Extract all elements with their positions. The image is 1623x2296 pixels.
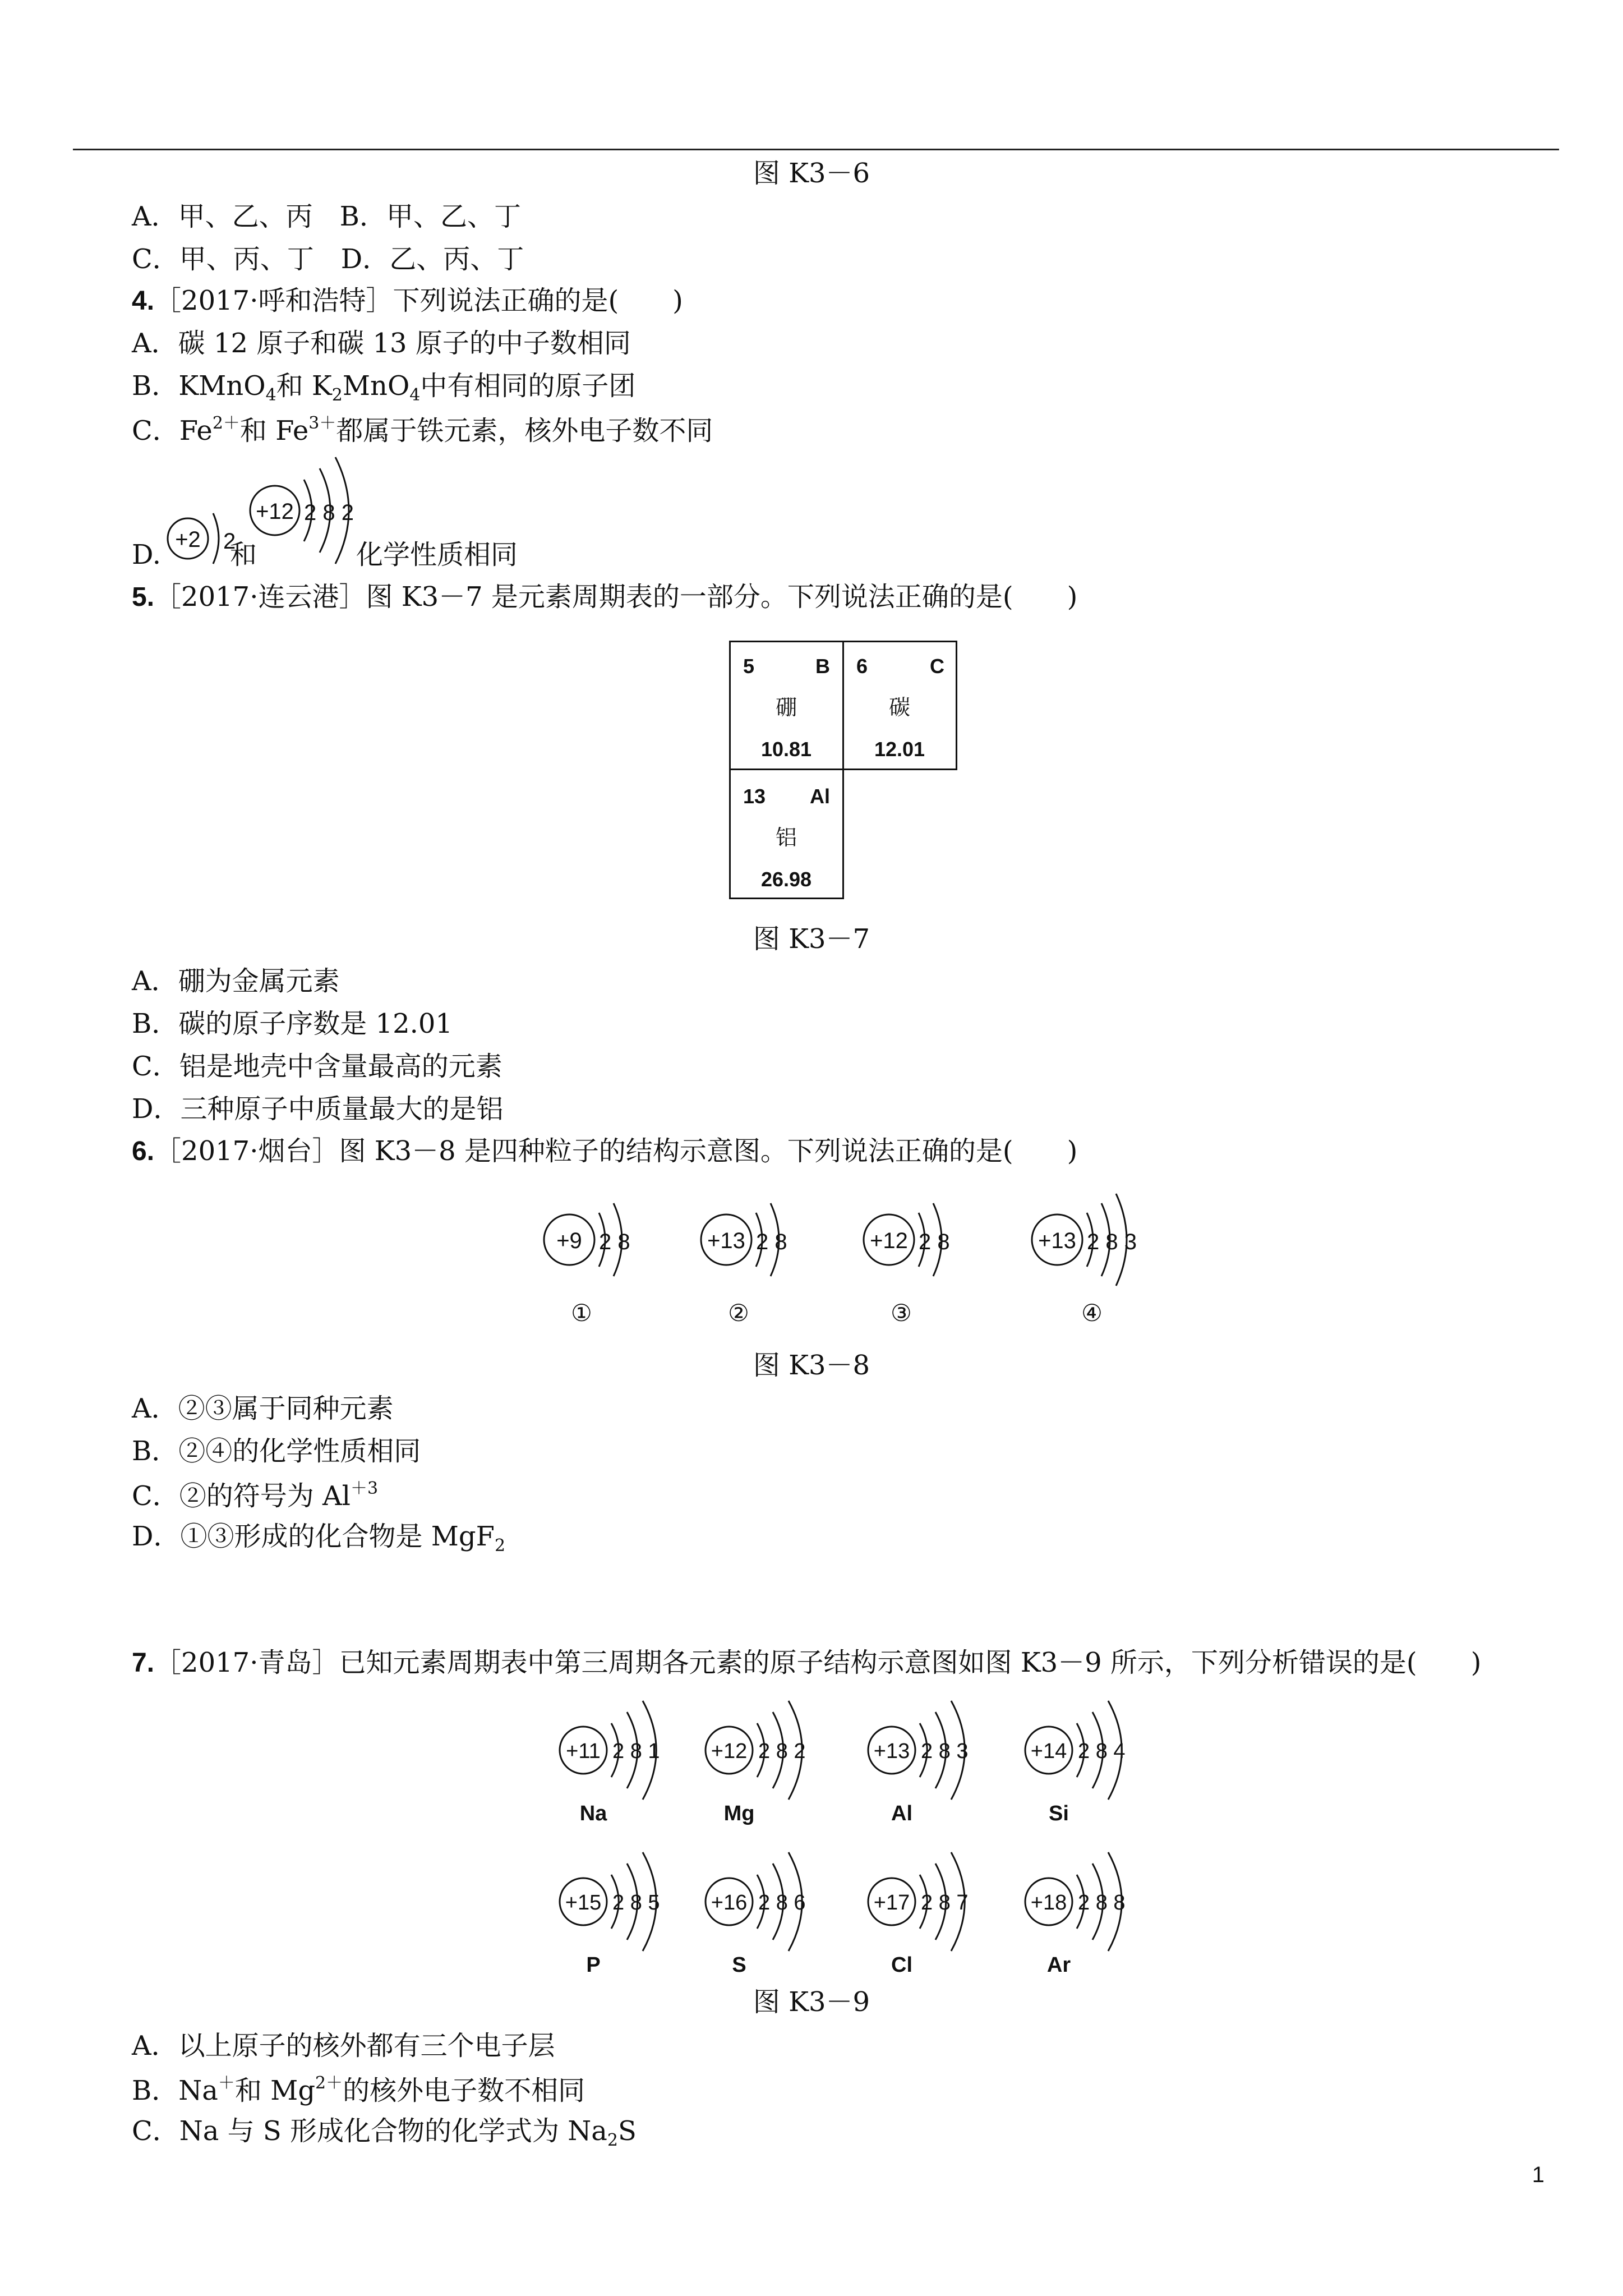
particle-4-diagram — [1032, 1194, 1137, 1326]
particle-2-diagram — [701, 1203, 787, 1326]
particle-2-shells: 2 8 — [756, 1230, 787, 1254]
atom-diagram-al — [868, 1701, 969, 1825]
q6-option-c — [132, 1480, 378, 1510]
periodic-table-fragment — [729, 641, 958, 900]
element-symbol: Si — [1049, 1802, 1069, 1825]
q4-number: 4. — [132, 286, 155, 316]
q5-option-b: B．碳的原子序数是 12.01 — [132, 1008, 453, 1039]
q4-stem — [132, 287, 683, 315]
q7-number: 7. — [132, 1648, 155, 1678]
element-cell-aluminum — [743, 785, 830, 891]
particle-4-nucleus: +13 — [1038, 1228, 1076, 1253]
magnesium-shell-electrons: 2 8 2 — [304, 500, 354, 525]
element-symbol: Ar — [1046, 1953, 1071, 1975]
aluminum-atomic-mass: 26.98 — [760, 868, 812, 891]
q7-b-text-3: 的核外电子数不相同 — [343, 2075, 585, 2106]
atom-diagram-s — [706, 1852, 806, 1975]
shell-electrons: 2 8 1 — [612, 1740, 660, 1763]
nucleus-label: +13 — [873, 1740, 910, 1763]
shell-electrons: 2 8 6 — [758, 1891, 806, 1915]
q7-b-sup-1: ＋ — [218, 2073, 235, 2093]
atom-diagram-na — [560, 1701, 660, 1825]
q6-d-text: D．①③形成的化合物是 MgF — [132, 1521, 495, 1552]
q6-number: 6. — [132, 1137, 155, 1166]
q4-c-sup-2: 3＋ — [308, 413, 336, 433]
q4-option-b — [132, 372, 635, 404]
q7-option-b — [132, 2075, 585, 2104]
nucleus-label: +16 — [711, 1891, 748, 1915]
particle-1-diagram — [544, 1203, 630, 1326]
element-symbol: Al — [891, 1802, 912, 1825]
shell-electrons: 2 8 2 — [758, 1740, 806, 1763]
figure-caption-k3-6: 图 K3－6 — [753, 158, 870, 189]
particle-4-shells: 2 8 3 — [1087, 1230, 1137, 1254]
header-rule — [73, 149, 1559, 150]
figure-caption-k3-8: 图 K3－8 — [753, 1350, 870, 1381]
q7-b-sup-2: 2＋ — [315, 2073, 343, 2093]
q3-options-line-2: C．甲、丙、丁 D．乙、丙、丁 — [132, 243, 524, 275]
atom-diagram-si — [1025, 1701, 1126, 1825]
element-symbol: Na — [579, 1802, 607, 1825]
q5-stem-text: ［2017·连云港］图 K3－7 是元素周期表的一部分。下列说法正确的是( ) — [154, 581, 1078, 613]
nucleus-label: +14 — [1030, 1740, 1067, 1763]
q5-stem — [132, 583, 1077, 611]
shell-electrons: 2 8 4 — [1078, 1740, 1126, 1763]
particle-1-label: ① — [571, 1300, 592, 1326]
element-symbol: S — [732, 1953, 746, 1975]
particle-3-label: ③ — [891, 1300, 912, 1326]
nucleus-label: +11 — [566, 1740, 601, 1763]
q7-b-text-2: 和 Mg — [234, 2075, 316, 2106]
helium-atom-diagram — [168, 513, 236, 564]
q4-option-d-suffix: 化学性质相同 — [356, 539, 518, 570]
q6-stem — [132, 1135, 1078, 1167]
nucleus-label: +12 — [711, 1740, 748, 1763]
q6-c-text: C．②的符号为 Al — [132, 1480, 351, 1512]
carbon-atomic-mass: 12.01 — [874, 738, 925, 761]
particle-structure-diagrams — [527, 1189, 1161, 1341]
element-cell-boron — [743, 655, 830, 761]
element-cell-carbon — [856, 655, 944, 761]
q6-c-sup: ＋3 — [351, 1479, 379, 1498]
q4-atom-diagrams — [157, 449, 370, 578]
magnesium-atom-diagram — [250, 457, 354, 564]
shell-electrons: 2 8 8 — [1078, 1891, 1126, 1915]
page-number: 1 — [1532, 2162, 1544, 2187]
atom-diagram-ar — [1025, 1852, 1126, 1975]
boron-name: 硼 — [775, 695, 797, 720]
nucleus-label: +17 — [873, 1891, 910, 1915]
aluminum-atomic-number: 13 — [743, 785, 766, 808]
q4-option-d-label: D. — [132, 539, 162, 570]
q7-b-text-1: B．Na — [132, 2075, 218, 2106]
q4-stem-text: ［2017·呼和浩特］下列说法正确的是( ) — [154, 285, 683, 316]
shell-electrons: 2 8 5 — [612, 1891, 660, 1915]
q6-d-sub: 2 — [494, 1536, 506, 1556]
magnesium-nucleus-label: +12 — [256, 499, 294, 524]
q5-option-d: D．三种原子中质量最大的是铝 — [132, 1093, 504, 1125]
particle-1-shells: 2 8 — [599, 1230, 630, 1254]
q6-option-d — [132, 1523, 505, 1554]
particle-4-label: ④ — [1081, 1300, 1103, 1326]
figure-caption-k3-9: 图 K3－9 — [753, 1986, 870, 2018]
particle-3-shells: 2 8 — [919, 1230, 950, 1254]
q4-c-text-2: 和 Fe — [239, 415, 309, 447]
nucleus-label: +15 — [565, 1891, 602, 1915]
shell-electrons: 2 8 7 — [921, 1891, 969, 1915]
boron-atomic-number: 5 — [743, 655, 755, 678]
q4-option-a: A．碳 12 原子和碳 13 原子的中子数相同 — [132, 328, 631, 359]
q7-c-text-2: S — [617, 2115, 637, 2147]
q7-option-a: A．以上原子的核外都有三个电子层 — [132, 2030, 555, 2062]
helium-nucleus-label: +2 — [175, 527, 201, 552]
q4-b-text-2: 和 K — [276, 370, 332, 402]
atom-diagram-p — [560, 1852, 660, 1975]
q4-option-c — [132, 413, 713, 447]
boron-symbol: B — [815, 655, 830, 678]
atom-diagram-mg — [706, 1701, 806, 1825]
carbon-symbol: C — [930, 655, 944, 678]
q6-stem-text: ［2017·烟台］图 K3－8 是四种粒子的结构示意图。下列说法正确的是( ) — [154, 1135, 1078, 1167]
q4-b-sub-3: 4 — [409, 385, 421, 405]
q7-c-text-1: C．Na 与 S 形成化合物的化学式为 Na — [132, 2115, 607, 2147]
q4-c-sup-1: 2＋ — [212, 413, 240, 433]
q4-option-d-and: 和 — [230, 539, 257, 570]
element-symbol: P — [586, 1953, 601, 1975]
element-symbol: Cl — [891, 1953, 912, 1975]
q6-option-a: A．②③属于同种元素 — [132, 1393, 394, 1424]
figure-caption-k3-7: 图 K3－7 — [753, 923, 870, 955]
atom-diagram-cl — [868, 1852, 969, 1975]
q4-b-sub-1: 4 — [265, 385, 276, 405]
q4-b-sub-2: 2 — [331, 385, 343, 405]
nucleus-label: +18 — [1030, 1891, 1067, 1915]
q7-stem-text: ［2017·青岛］已知元素周期表中第三周期各元素的原子结构示意图如图 K3－9 所示，下列分析错误的是( ) — [154, 1647, 1482, 1678]
particle-2-nucleus: +13 — [707, 1228, 745, 1253]
carbon-atomic-number: 6 — [856, 655, 868, 678]
q7-c-sub: 2 — [607, 2131, 618, 2150]
q4-b-text-1: B．KMnO — [132, 370, 266, 402]
aluminum-symbol: Al — [810, 785, 830, 808]
particle-3-nucleus: +12 — [870, 1228, 908, 1253]
q7-option-c — [132, 2115, 637, 2150]
particle-1-nucleus: +9 — [556, 1228, 582, 1253]
aluminum-name: 铝 — [775, 825, 797, 850]
q5-number: 5. — [132, 582, 155, 612]
q4-c-text-3: 都属于铁元素，核外电子数不同 — [336, 415, 713, 447]
q3-options-line-1: A．甲、乙、丙 B．甲、乙、丁 — [132, 201, 521, 232]
helium-shell-electrons: 2 — [223, 529, 236, 554]
carbon-name: 碳 — [888, 695, 911, 720]
q7-stem — [132, 1649, 1481, 1677]
q6-option-b: B．②④的化学性质相同 — [132, 1435, 421, 1467]
q5-option-c: C．铝是地壳中含量最高的元素 — [132, 1051, 502, 1082]
third-period-atom-diagrams — [555, 1694, 1178, 1975]
boron-atomic-mass: 10.81 — [760, 738, 812, 761]
q4-b-text-3: MnO — [342, 370, 410, 402]
particle-2-label: ② — [728, 1300, 749, 1326]
q4-b-text-4: 中有相同的原子团 — [420, 370, 636, 402]
particle-3-diagram — [864, 1203, 950, 1326]
shell-electrons: 2 8 3 — [921, 1740, 969, 1763]
q5-option-a: A．硼为金属元素 — [132, 965, 340, 997]
q4-c-text-1: C．Fe — [132, 415, 213, 447]
element-symbol: Mg — [723, 1802, 755, 1825]
